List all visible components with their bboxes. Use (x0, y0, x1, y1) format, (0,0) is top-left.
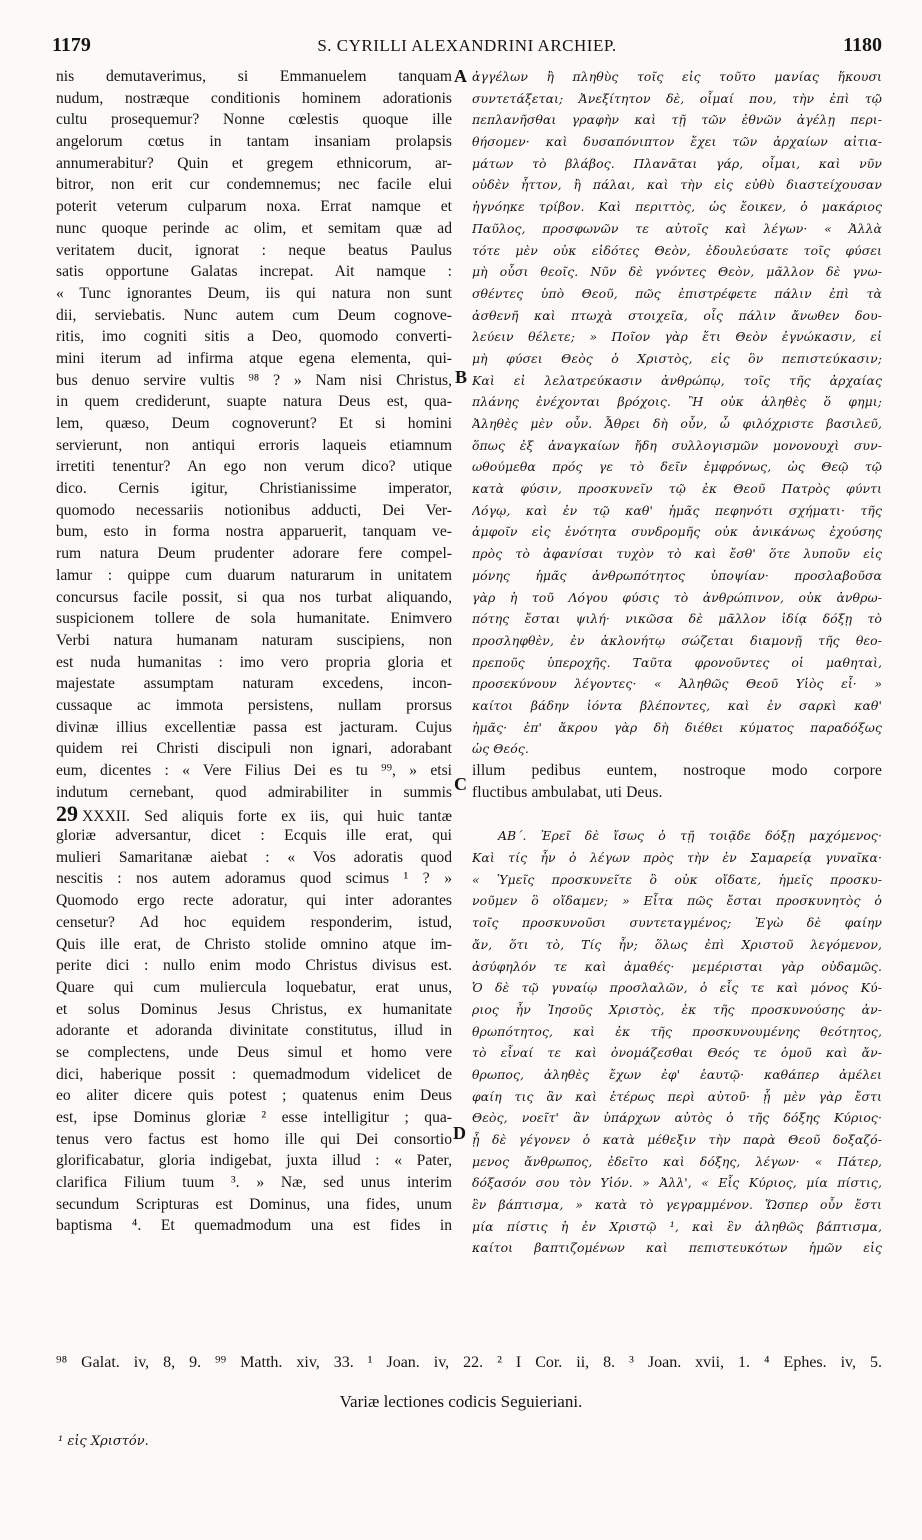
text-line: nunc quoque perinde ac olim, et semitam quæ ad (56, 219, 452, 237)
text-line: dico. Cernis igitur, Christianissime imperator, (56, 480, 452, 498)
text-line: ἀσύφηλόν τε καὶ ἀμαθές· μεμέρισται γὰρ οὐδαμῶς. (472, 958, 882, 974)
text-line: μόνης ἡμᾶς ἀνθρωπότητος ὑποψίαν· προσλαβοῦσα (472, 567, 882, 583)
text-line: κατὰ φύσιν, προσκυνεῖν τῷ ἐκ Θεοῦ Πατρὸς φύντι (472, 481, 882, 497)
text-line: ᾗ δὲ γέγονεν ὁ κατὰ μέθεξιν τὴν παρὰ Θεοῦ δοξαζό- (472, 1132, 882, 1147)
text-line: bum, esto in forma nostra apparuerit, tanquam ve- (56, 523, 452, 541)
text-line: Quomodo ergo recte adoratur, qui inter adorantes (56, 892, 452, 910)
page-number-left: 1179 (52, 34, 91, 56)
text-line: νοῦμεν ὃ οἴδαμεν; » Εἶτα πῶς ἔσται προσκυνητὸς ὁ (472, 893, 882, 909)
text-line: μενος ἄνθρωπος, ἐδεῖτο καὶ δόξης, λέγων· « Πάτερ, (472, 1153, 882, 1169)
text-line: lamur : quippe cum duarum naturarum in unitatem (56, 566, 452, 584)
text-line: συντετάξεται; Ἀνεξίτητον δὲ, οἶμαί που, τὴν ἐπὶ τῷ (472, 90, 882, 106)
text-line: Quare qui cum muliercula loquebatur, erat unus, (56, 978, 452, 996)
text-line: rum natura Deum prudenter adorare fere compel- (56, 545, 452, 563)
text-line: glorificabatur, gloria indigebat, juxta illud : « Pater, (56, 1152, 452, 1170)
text-line: Καὶ τίς ἦν ὁ λέγων πρὸς τὴν ἐν Σαμαρείᾳ γυναῖκα· (472, 850, 882, 866)
text-line: Verbi natura humanam naturam suscipiens, non (56, 631, 452, 649)
text-line: Θεὸς, νοεῖτ' ἂν ὑπάρχων αὐτὸς ὁ τῆς δόξης Κύριος· (472, 1110, 882, 1126)
footnotes: ⁹⁸ Galat. iv, 8, 9. ⁹⁹ Matth. xiv, 33. ¹ Joan. iv, 22. ² I Cor. ii, 8. ³ Joan. xvii, 1. ⁴ Ephes. iv, 5. (56, 1354, 882, 1371)
text-line: poterit veterum culparum noxa. Errat namque et (56, 198, 452, 216)
text-line: θρωπος, ἀληθὲς ἔχων ἐφ' ἑαυτῷ· καθάπερ ἀμέλει (472, 1066, 882, 1082)
text-line: eum, dicentes : « Vere Filius Dei es tu ⁹⁹, » etsi (56, 762, 452, 779)
running-title: S. CYRILLI ALEXANDRINI ARCHIEP. (317, 36, 617, 55)
text-line: πότης ἔσται ψιλή· νικῶσα δὲ μᾶλλον ἰδίᾳ δόξῃ τὸ (472, 611, 882, 627)
text-line: ἀσθενῆ καὶ πτωχὰ στοιχεῖα, οἷς πάλιν ἄνωθεν δου- (472, 307, 882, 323)
text-line: concursus facile possit, si qua nos turbat aliquando, (56, 588, 452, 606)
text-line: ριος ἦν Ἰησοῦς Χριστὸς, ἐκ τῆς προσκυνούσης ἀν- (472, 1001, 882, 1017)
text-line: in quem crediderunt, suapte natura Deus est, qua- (56, 393, 452, 411)
text-line: servierunt, non antiqui erroris laqueis etiamnum (56, 436, 452, 454)
text-line: gloriæ adversantur, dicet : Ecquis ille erat, qui (56, 827, 452, 845)
text-line: majestate assumptam naturam excedens, incon- (56, 675, 452, 693)
text-line: προσεκύνουν λέγοντες· « Ἀληθῶς Θεοῦ Υἱὸς εἶ· » (472, 676, 882, 692)
text-line: dici, haberique possit : quemadmodum videlicet de (56, 1065, 452, 1083)
text-line: πεπλανῆσθαι γραφὴν καὶ τῇ τῶν ἐθνῶν ἀγέλῃ περι- (472, 112, 882, 128)
text-line: ἄν, ὅτι τὸ, Τίς ἦν; ὅλως ἐπὶ Χριστοῦ λεγόμενον, (472, 936, 882, 952)
text-line: ωθούμεθα πρός γε τὸ δεῖν ἐμφρόνως, ὡς Θεῷ τῷ (472, 459, 882, 475)
text-line: καίτοι βάδην ἰόντα βλέποντες, καὶ ἐν σαρκὶ καθ' (472, 697, 882, 713)
text-line: ἀμφοῖν εἰς ἑνότητα συνδρομῆς οὐκ ἀνικάνως ἐχούσης (472, 524, 882, 540)
text-line: ritis, imo cogniti sitis a Deo, quomodo converti- (56, 328, 452, 346)
text-line: dii, serviebatis. Nunc autem cum Deum cognove- (56, 306, 452, 324)
text-line: « Ὑμεῖς προσκυνεῖτε ὃ οὐκ οἴδατε, ἡμεῖς προσκυ- (472, 871, 882, 887)
text-line: ὅπως ἐξ ἀναγκαίων ἤδη συλλογισμῶν μονονουχὶ συν- (472, 437, 882, 453)
text-line: divinæ illius excellentiæ passa est jacturam. Cujus (56, 718, 452, 736)
text-line: Quis ille erat, de Christo stolide omnino atque im- (56, 935, 452, 953)
page-header (52, 34, 882, 60)
text-line: μάτων τὸ βλάβος. Πλανᾶται γάρ, οἶμαι, καὶ νῦν (472, 155, 882, 171)
text-line: Παῦλος, προσφωνῶν τε αὐτοῖς καὶ λέγων· « Ἀλλὰ (472, 220, 882, 236)
text-line: ὡς Θεός. (472, 741, 529, 757)
text-line: τὸ εἶναί τε καὶ ὀνομάζεσθαι Θεός τε ὁμοῦ καὶ ἄν- (472, 1045, 882, 1061)
text-line: θρωπότητος, καὶ ἐκ τῆς προσκυνουμένης θεότητος, (472, 1023, 882, 1039)
text-line: ἠγνόηκε τρίβον. Καὶ περιττὸς, ὡς ἔοικεν, ὁ μακάριος (472, 199, 882, 215)
text-line: tenus vero factus est homo ille qui Dei consortio (56, 1130, 452, 1148)
text-line: cultu prosequemur? Nonne cœlestis quoque ille (56, 111, 452, 129)
text-line: perite dici : nullo enim modo Christus divisus est. (56, 957, 452, 975)
margin-marker-c: C (454, 774, 467, 794)
text-line: σθέντες ὑπὸ Θεοῦ, πῶς ἐπιστρέφετε πάλιν ἐπὶ τὰ (472, 285, 882, 301)
text-line: quomodo necessariis notionibus adducti, Dei Ver- (56, 501, 452, 519)
text-line: φαίη τις ἂν καὶ ἑτέρως περὶ αὐτοῦ· ᾗ μὲν γὰρ ἔστι (472, 1088, 882, 1104)
text-line: bitror, non erit cur condemnemus; nec facile elui (56, 176, 452, 194)
text-line: adorante et adoranda divinitate constitutus, illud in (56, 1022, 452, 1040)
text-line: τότε μὲν οὐκ εἰδότες Θεὸν, ἐδουλεύσατε τοῖς φύσει (472, 242, 882, 258)
paragraph-gap (472, 803, 882, 825)
text-line: est nuda humanitas : imo vero propria gloria et (56, 653, 452, 671)
text-line: λεύειν θέλετε; » Ποῖον γὰρ ἔτι Θεὸν ἐγνώκασιν, εἰ (472, 329, 882, 345)
text-line: illum pedibus euntem, nostroque modo corpore (472, 762, 882, 779)
text-line: nudum, nostræque conditionis hominem adorationis (56, 89, 452, 107)
text-line: προσληφθὲν, ἐν ἀκλονήτῳ σώζεται διαμονῇ τῆς θεο- (472, 632, 882, 648)
text-line: ἀγγέλων ἢ πληθὺς τοῖς εἰς τοῦτο μανίας ἥκουσι (472, 69, 882, 84)
text-line: suspicionem tollere de sola humanitate. Enimvero (56, 610, 452, 628)
variae-lectiones-title: Variæ lectiones codicis Seguieriani. (339, 1392, 583, 1411)
text-line: clarifica Filium tuum ³. » Næ, sed unus interim (56, 1174, 452, 1192)
text-line: et solus Dominus Jesus Christus, ex humanitate (56, 1000, 452, 1018)
text-line: lem, quæso, Deum cognoverunt? Et si homini (56, 415, 452, 432)
text-line: est, ipse Dominus gloriæ ² esse intelligitur ; qua- (56, 1109, 452, 1126)
text-line: καίτοι βαπτιζομένων καὶ πεπιστευκότων ἡμῶν εἰς (472, 1240, 882, 1256)
text-line: Καὶ εἰ λελατρεύκασιν ἀνθρώπῳ, τοῖς τῆς ἀρχαίας (472, 372, 882, 388)
text-line: fluctibus ambulabat, uti Deus. (472, 783, 663, 801)
margin-marker-d: D (453, 1123, 466, 1143)
text-line: irretiti tenentur? An ego non verum dico? utique (56, 458, 452, 476)
text-line: secundum Scripturas est Dominus, una fides, unum (56, 1195, 452, 1213)
text-line: cussaque ac immota persistens, nullam prorsus (56, 696, 452, 714)
margin-marker-a: A (454, 66, 467, 86)
text-line: mini iterum ad infirma atque egena elementa, qui- (56, 349, 452, 367)
text-line: πρεποῦς ὑπεροχῆς. Ταῦτα φρονοῦντες οἱ μαθηταὶ, (472, 654, 882, 670)
text-line: πλάνης ἐνέχονται βρόχοις. Ἢ οὐκ ἀληθὲς ὅ φημι; (472, 394, 882, 410)
text-line: δόξασόν σου τὸν Υἱόν. » Ἀλλ', « Εἷς Κύριος, μία πίστις, (472, 1175, 882, 1191)
text-line: Ἀληθὲς μὲν οὖν. Ἆθρει δὴ οὖν, ὦ φιλόχριστε βασιλεῦ, (472, 416, 882, 431)
page-number-right: 1180 (843, 34, 882, 56)
text-line: nescitis : nos autem adoramus quod scimus ¹ ? » (56, 870, 452, 888)
text-line: annumerabitur? Quin et gregem ethnicorum, ar- (56, 154, 452, 172)
text-line: ΑΒ΄. Ἐρεῖ δὲ ἴσως ὁ τῇ τοιᾷδε δόξῃ μαχόμενος· (498, 828, 882, 844)
greek-column (472, 66, 882, 1259)
margin-marker-b: B (455, 367, 468, 387)
latin-column (56, 66, 452, 1237)
text-line: veritatem ducit, ignorat : neque beatus Paulus (56, 241, 452, 259)
text-line: baptisma ⁴. Et quemadmodum una est fides in (56, 1217, 452, 1235)
text-line: quidem rei Christi discipuli non ignari, adorabant (56, 740, 452, 758)
text-line: censetur? Ad hoc equidem responderim, istud, (56, 913, 452, 931)
text-line: bus denuo servire vultis ⁹⁸ ? » Nam nisi Christus, (56, 371, 452, 389)
section-text: XXXII. Sed aliquis forte ex iis, qui huic tantæ (82, 808, 452, 826)
text-line: μὴ οὖσι θεοῖς. Νῦν δὲ γνόντες Θεὸν, μᾶλλον δὲ γνω- (472, 264, 882, 280)
text-line: ἡμᾶς· ἐπ' ἄκρου γὰρ δὴ διέθει κύματος παραδόξως (472, 719, 882, 735)
text-line: indutum cernebant, quod admirabiliter in summis (56, 783, 452, 801)
text-line: mulieri Samaritanæ aiebat : « Vos adoratis quod (56, 848, 452, 866)
section-29-first-line (56, 803, 452, 825)
variant-note: ¹ εἰς Χριστόν. (58, 1434, 149, 1449)
text-line: τοῖς προσκυνοῦσι συντεταγμένος; Ἐγὼ δὲ φαίην (472, 915, 882, 931)
text-line: πρὸς τὸ ἀφανίσαι τυχὸν τὸ καὶ ἔσθ' ὅτε λυποῦν εἰς (472, 546, 882, 562)
text-line: Λόγῳ, καὶ ἐν τῷ καθ' ἡμᾶς πεφηνότι σχήματι· τῆς (472, 502, 882, 518)
text-line: μὴ φύσει Θεὸς ὁ Χριστὸς, εἰς ὃν πεπιστεύκασιν; (472, 350, 882, 366)
text-line: « Tunc ignorantes Deum, iis qui natura non sunt (56, 284, 452, 302)
text-line: nis demutaverimus, si Emmanuelem tanquam (56, 68, 452, 85)
text-line: eo aliter dicere quis potest ; quatenus enim Deus (56, 1087, 452, 1105)
text-line: γὰρ ἡ τοῦ Λόγου φύσις τὸ ἀνθρώπινον, οὐκ ἀνθρω- (472, 589, 882, 605)
text-line: οὐδὲν ἧττον, ἢ πάλαι, καὶ τὴν εἰς εὐθὺ διαστείχουσαν (472, 177, 882, 193)
text-line: satis opportune Galatas increpat. Ait namque : (56, 263, 452, 281)
section-number: 29 (56, 803, 78, 826)
text-line: se complectens, unde Deus simul et homo vere (56, 1043, 452, 1061)
text-line: angelorum cœtus in tantam insaniam prolapsis (56, 133, 452, 151)
text-line: μία πίστις ἡ ἐν Χριστῷ ¹, καὶ ἓν ἀληθῶς βάπτισμα, (472, 1218, 882, 1234)
text-line: Ὁ δὲ τῷ γυναίῳ προσλαλῶν, ὁ εἷς τε καὶ μόνος Κύ- (472, 980, 882, 996)
text-line: ἓν βάπτισμα, » κατὰ τὸ γεγραμμένον. Ὥσπερ οὖν ἔστι (472, 1197, 882, 1213)
text-line: θήσομεν· καὶ δυσαπόνιπτον ἔχει τῶν ἀρχαίων αἰτια- (472, 134, 882, 150)
